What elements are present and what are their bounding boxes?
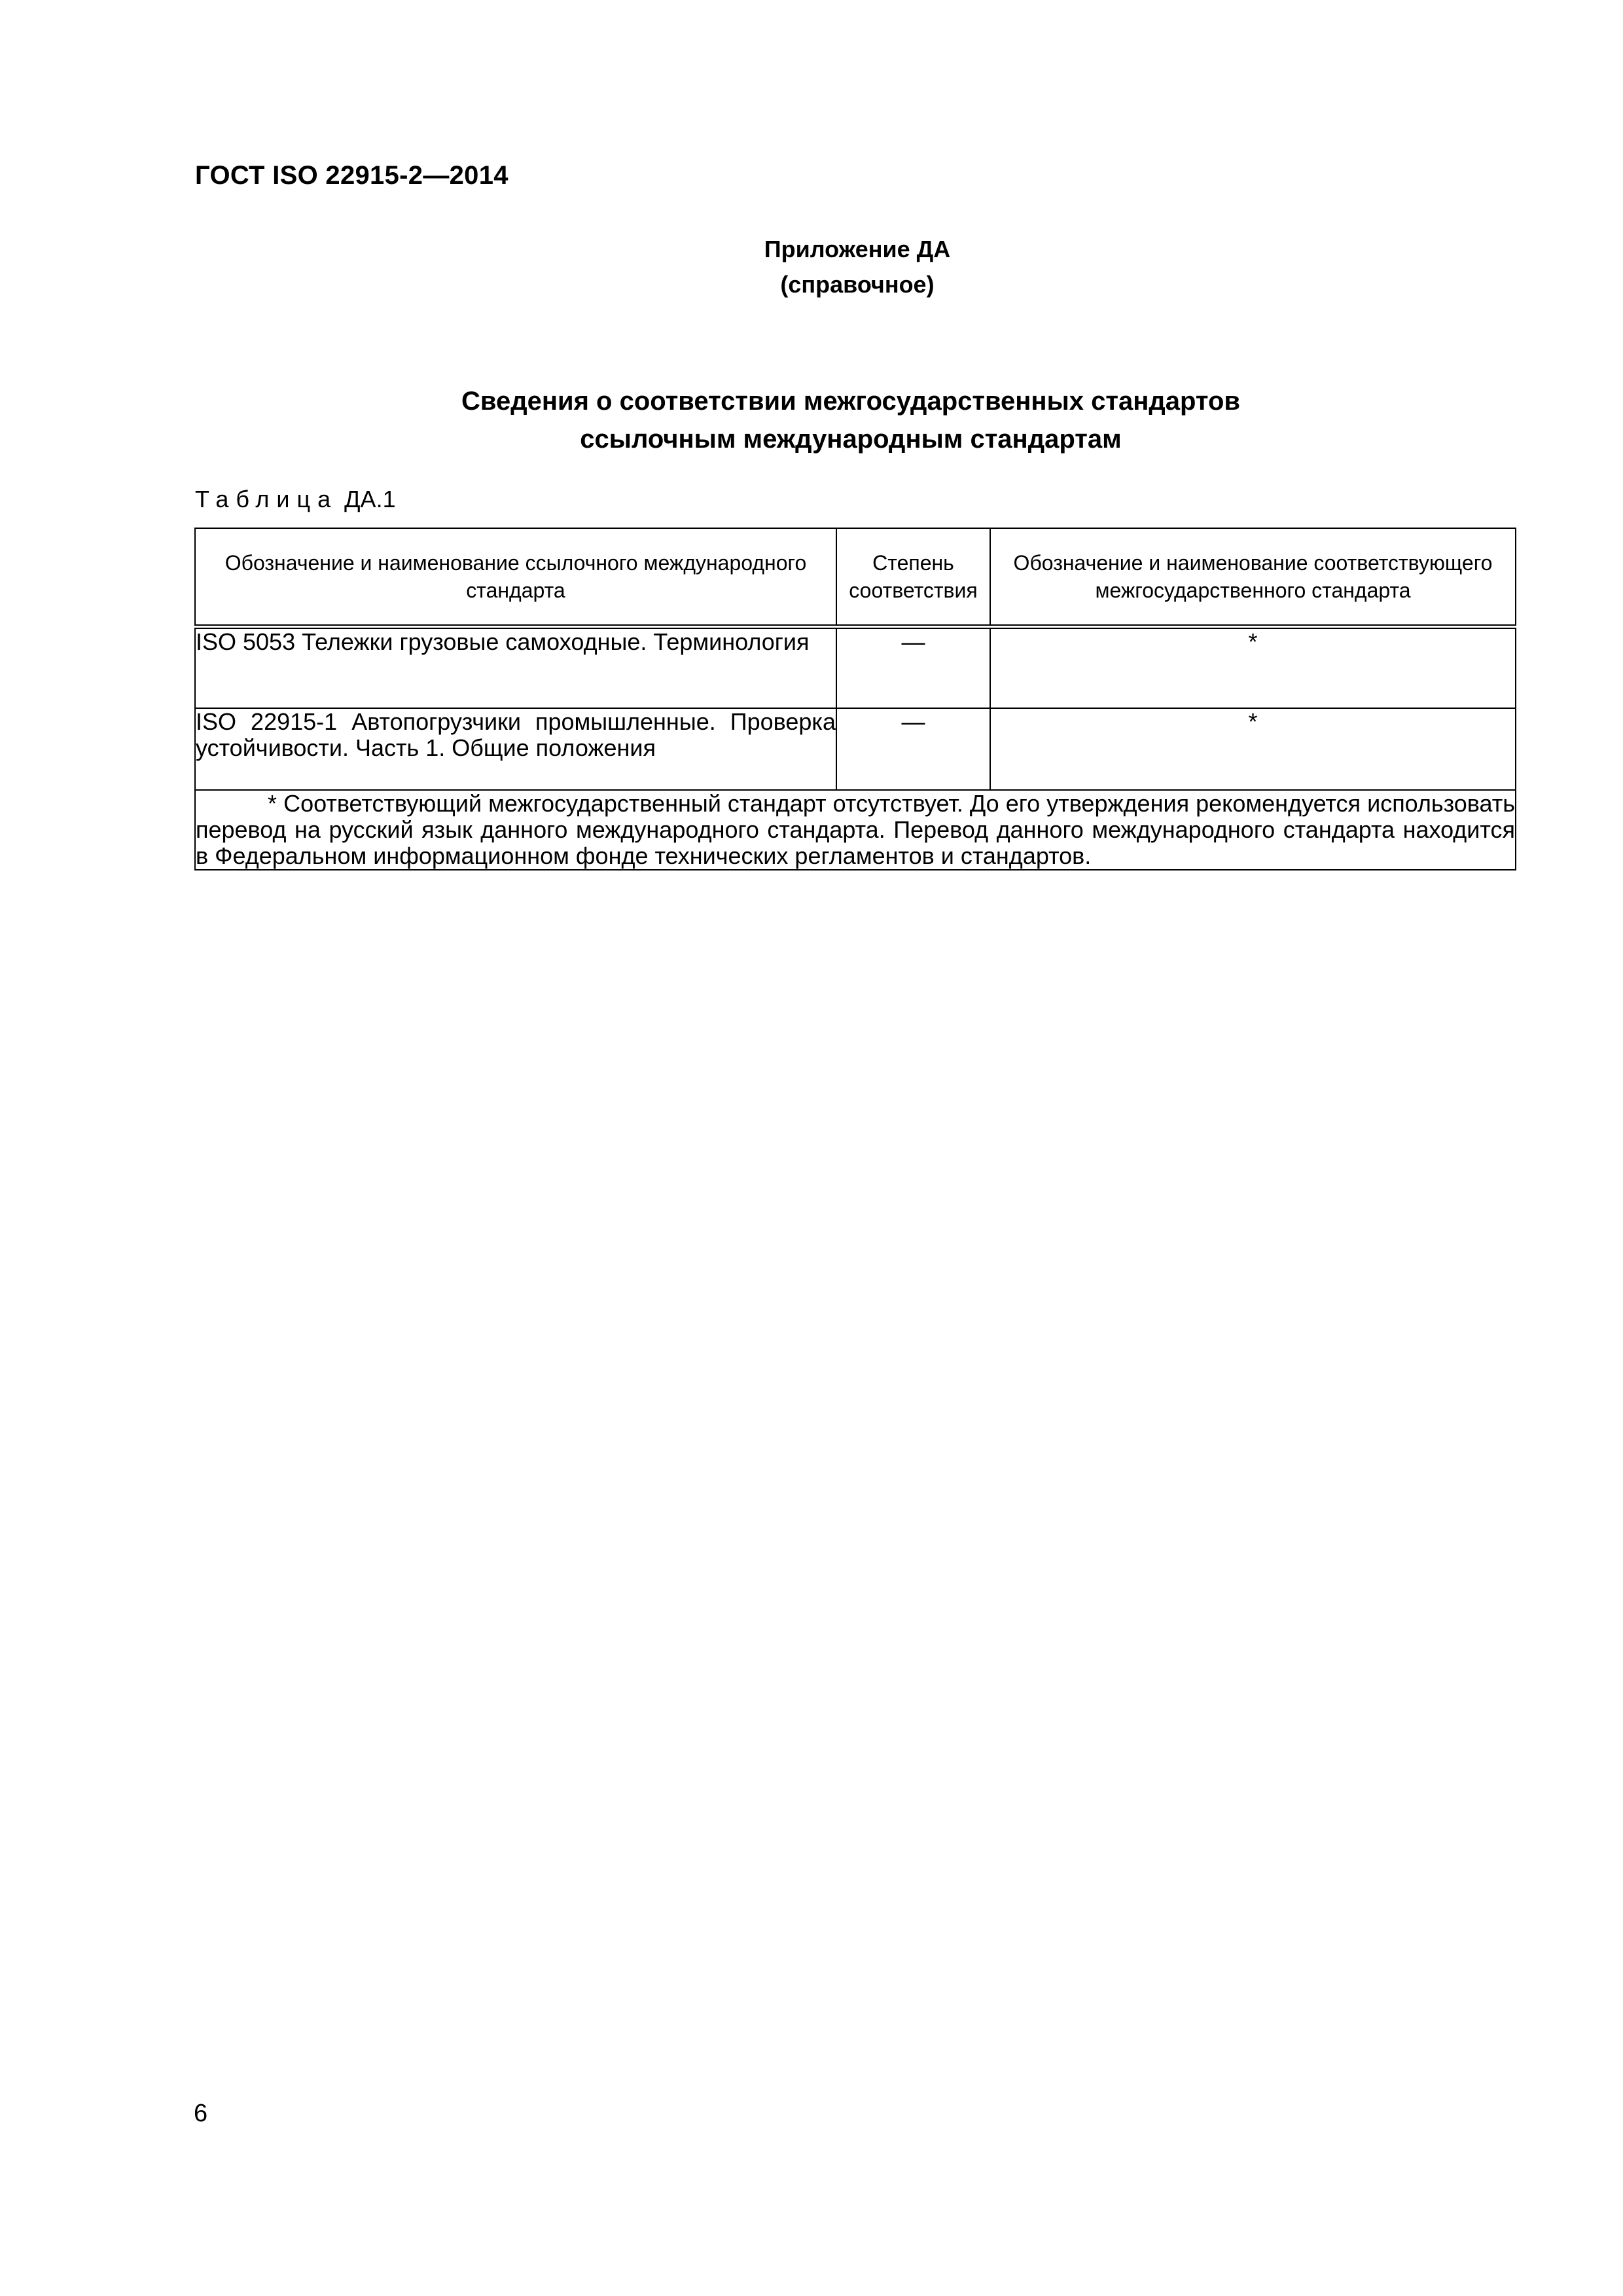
reference-standard-cell: ISO 22915-1 Автопогрузчики промышленные. Проверка устойчивости. Часть 1. Общие положения xyxy=(195,708,836,790)
degree-cell: — xyxy=(836,708,990,790)
table-footnote-row xyxy=(195,790,1516,870)
table-caption-word: Таблица xyxy=(195,486,338,512)
reference-standard-cell: ISO 5053 Тележки грузовые самоходные. Терминология xyxy=(195,626,836,708)
table-header-row xyxy=(195,528,1516,626)
interstate-standard-cell: * xyxy=(990,708,1516,790)
section-title-line-2: ссылочным международным стандартам xyxy=(580,425,1122,454)
column-header-degree: Степень соответствия xyxy=(836,528,990,626)
table-footnote: * Соответствующий межгосударственный стандарт отсутствует. До его утверждения рекомендуется использовать перевод на русский язык данного международного стандарта. Перевод данного международного стандарта находится в Федеральном информационном фонде технических регламентов и стандартов. xyxy=(196,790,1515,869)
table-row xyxy=(195,708,1516,790)
appendix-subtitle: (справочное) xyxy=(780,271,935,298)
table-caption-number: ДА.1 xyxy=(344,486,396,512)
document-code: ГОСТ ISO 22915-2—2014 xyxy=(195,161,508,190)
table-row xyxy=(195,626,1516,708)
section-title xyxy=(366,382,1335,458)
interstate-standard-cell: * xyxy=(990,626,1516,708)
degree-cell: — xyxy=(836,626,990,708)
column-header-interstate-standard: Обозначение и наименование соответствующего межгосударственного стандарта xyxy=(990,528,1516,626)
section-title-line-1: Сведения о соответствии межгосударственных стандартов xyxy=(461,387,1240,416)
correspondence-table xyxy=(194,528,1516,870)
table-caption xyxy=(195,486,396,513)
column-header-reference-standard: Обозначение и наименование ссылочного международного стандарта xyxy=(195,528,836,626)
appendix-heading xyxy=(681,232,1034,302)
appendix-title: Приложение ДА xyxy=(764,236,951,262)
table-footnote-cell xyxy=(195,790,1516,870)
page-number: 6 xyxy=(194,2100,208,2127)
